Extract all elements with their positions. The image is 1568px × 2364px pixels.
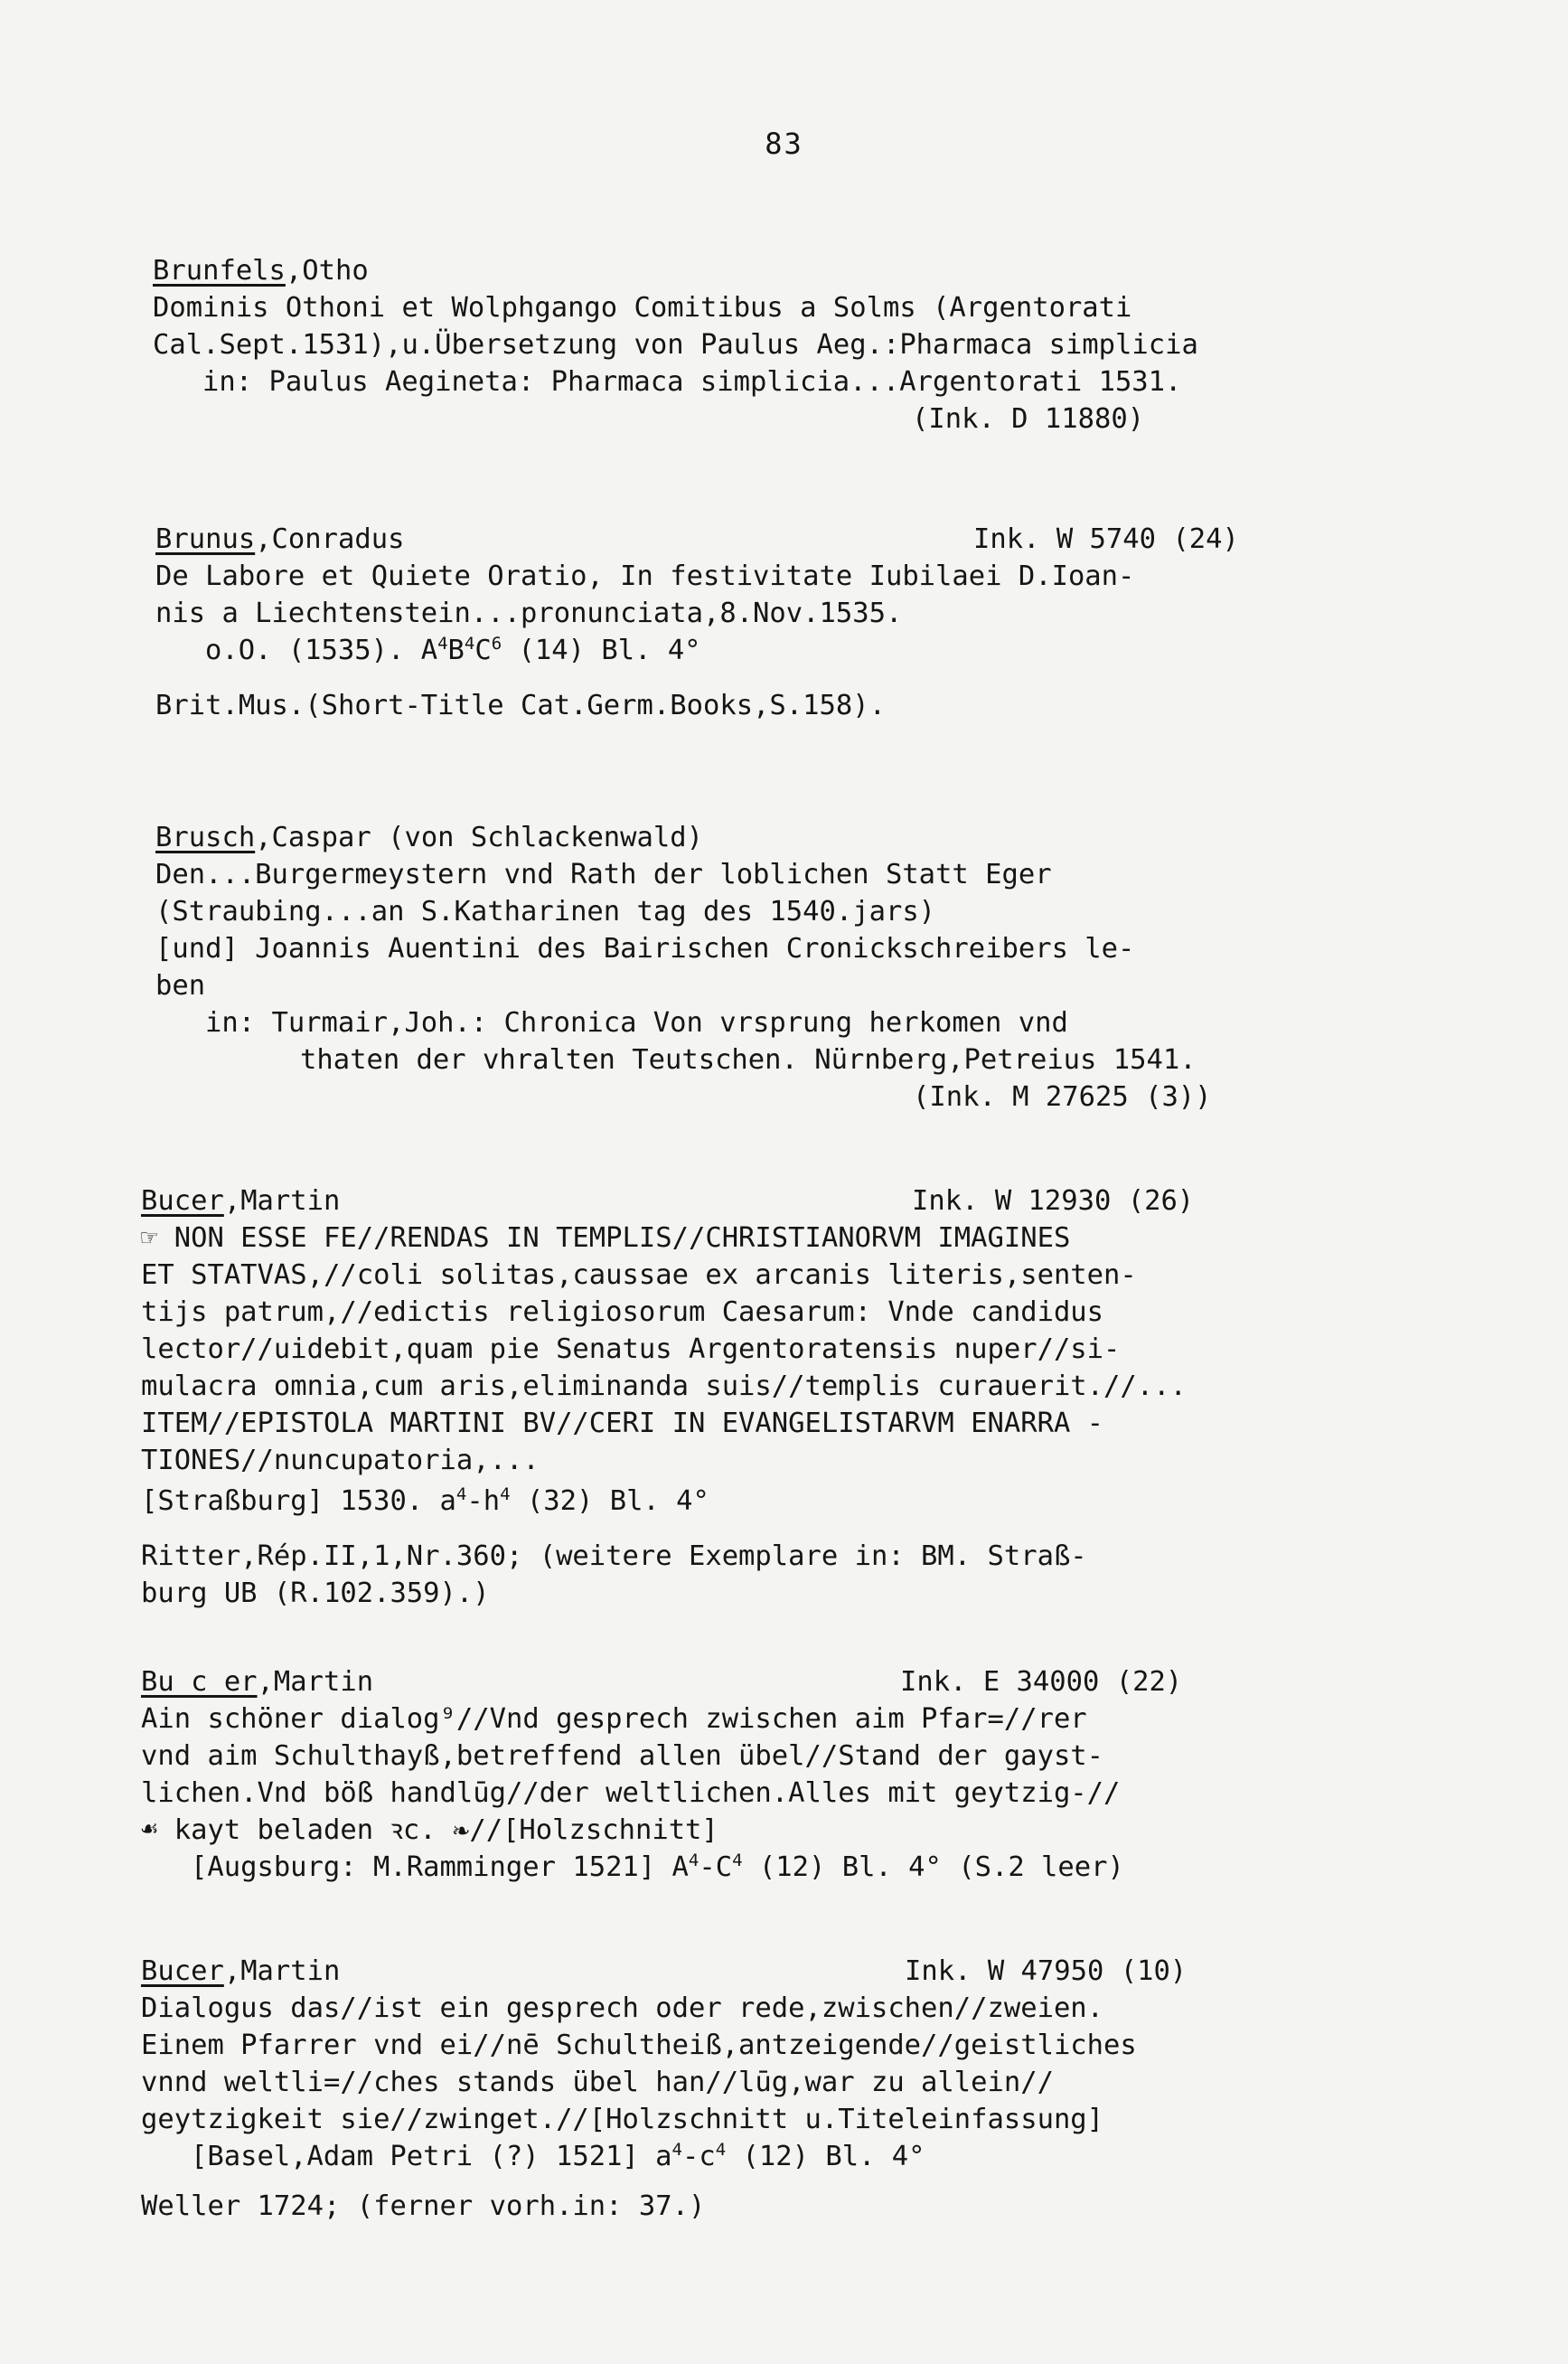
entry-brusch [155,819,1212,1116]
author-given-name: ,Otho [285,255,369,287]
bibliographic-note: Weller 1724; (ferner vorh.in: 37.) [141,2190,706,2222]
shelfmark: Ink. W 12930 (26) [912,1185,1195,1217]
title-line: vnnd weltli=//ches stands übel han//lūg,war zu allein// [141,2067,1054,2098]
title-line: ITEM//EPISTOLA MARTINI BV//CERI IN EVANGELISTARVM ENARRA - [141,1408,1104,1439]
title-line: mulacra omnia,cum aris,eliminanda suis//templis curauerit.//... [141,1370,1187,1402]
author-given-name: ,Caspar (von Schlackenwald) [255,822,703,853]
title-line: ben [155,970,206,1002]
entry-bucer-augsburg [141,1663,1183,1886]
title-line: Dominis Othoni et Wolphgango Comitibus a Solms (Argentorati [153,292,1132,324]
title-line: geytzigkeit sie//zwinget.//[Holzschnitt u.Titeleinfassung] [141,2104,1104,2135]
title-line: Den...Burgermeystern vnd Rath der loblichen Statt Eger [155,859,1052,890]
title-line: ET STATVAS,//coli solitas,caussae ex arcanis literis,senten- [141,1259,1137,1291]
entry-bucer-1530 [141,1182,1195,1612]
bibliographic-note: burg UB (R.102.359).) [141,1578,490,1609]
entry-heading [153,252,1198,289]
entry-bucer-basel [141,1953,1188,2225]
imprint: [Basel,Adam Petri (?) 1521] $a^4-c^4$ (12) Bl. 4° [191,2140,925,2172]
author-given-name: ,Martin [223,1185,341,1217]
title-line: in: Turmair,Joh.: Chronica Von vrsprung herkomen vnd [205,1007,1068,1039]
author-name: Bucer [141,1185,224,1217]
author-name: Brusch [155,822,256,853]
title-line: thaten der vhralten Teutschen. Nürnberg,Petreius 1541. [300,1044,1197,1076]
imprint: [Augsburg: M.Ramminger 1521] $A^4-C^4$ (12) Bl. 4° (S.2 leer) [191,1851,1124,1883]
author-given-name: ,Martin [223,1955,341,1987]
title-line: Ain schöner dialog⁹//Vnd gesprech zwischen aim Pfar=//rer [141,1703,1087,1735]
shelfmark: (Ink. M 27625 (3)) [913,1081,1212,1113]
title-line: ☙ kayt beladen ꝛc. ❧//[Holzschnitt] [141,1814,718,1846]
title-line: Dialogus das//ist ein gesprech oder rede,zwischen//zweien. [141,1992,1104,2024]
entry-heading [155,819,1212,856]
shelfmark: (Ink. D 11880) [912,403,1145,435]
author-name: Brunfels [153,255,286,287]
title-line: tijs patrum,//edictis religiosorum Caesarum: Vnde candidus [141,1296,1104,1328]
title-line: (Straubing...an S.Katharinen tag des 1540.jars) [155,896,936,928]
title-line: lector//uidebit,quam pie Senatus Argentoratensis nuper//si- [141,1333,1121,1365]
title-line: TIONES//nuncupatoria,... [141,1445,540,1476]
page-number: 83 [765,127,803,161]
title-line: in: Paulus Aegineta: Pharmaca simplicia...Argentorati 1531. [202,366,1182,398]
title-line: Cal.Sept.1531),u.Übersetzung von Paulus Aeg.:Pharmaca simplicia [153,329,1198,361]
title-line: nis a Liechtenstein...pronunciata,8.Nov.1535. [155,598,903,629]
entry-brunus [155,521,1239,724]
imprint: o.O. (1535). $A^4B^4C^6$ (14) Bl. 4° [205,634,701,666]
bibliographic-note: Ritter,Rép.II,1,Nr.360; (weitere Exemplare in: BM. Straß- [141,1540,1087,1572]
title-line: Einem Pfarrer vnd ei//nē Schultheiß,antzeigende//geistliches [141,2030,1137,2061]
title-line: lichen.Vnd böß handlūg//der weltlichen.Alles mit geytzig-// [141,1777,1121,1809]
title-line: vnd aim Schulthayß,betreffend allen übel//Stand der gayst- [141,1740,1104,1772]
author-name: Bucer [141,1955,224,1987]
author-name: Bu c er [141,1666,258,1698]
author-given-name: ,Conradus [255,523,405,555]
shelfmark: Ink. W 5740 (24) [973,523,1239,555]
imprint: [Straßburg] 1530. $a^4-h^4$ (32) Bl. 4° [141,1484,709,1517]
title-line: [und] Joannis Auentini des Bairischen Cronickschreibers le- [155,933,1135,965]
bibliographic-note: Brit.Mus.(Short-Title Cat.Germ.Books,S.158). [155,690,886,721]
title-line: ☞ NON ESSE FE//RENDAS IN TEMPLIS//CHRISTIANORVM IMAGINES [141,1222,1071,1254]
title-line: De Labore et Quiete Oratio, In festivitate Iubilaei D.Ioan- [155,560,1135,592]
shelfmark: Ink. E 34000 (22) [900,1666,1183,1698]
author-given-name: ,Martin [257,1666,374,1698]
entry-brunfels [153,252,1198,438]
shelfmark: Ink. W 47950 (10) [905,1955,1188,1987]
author-name: Brunus [155,523,256,555]
